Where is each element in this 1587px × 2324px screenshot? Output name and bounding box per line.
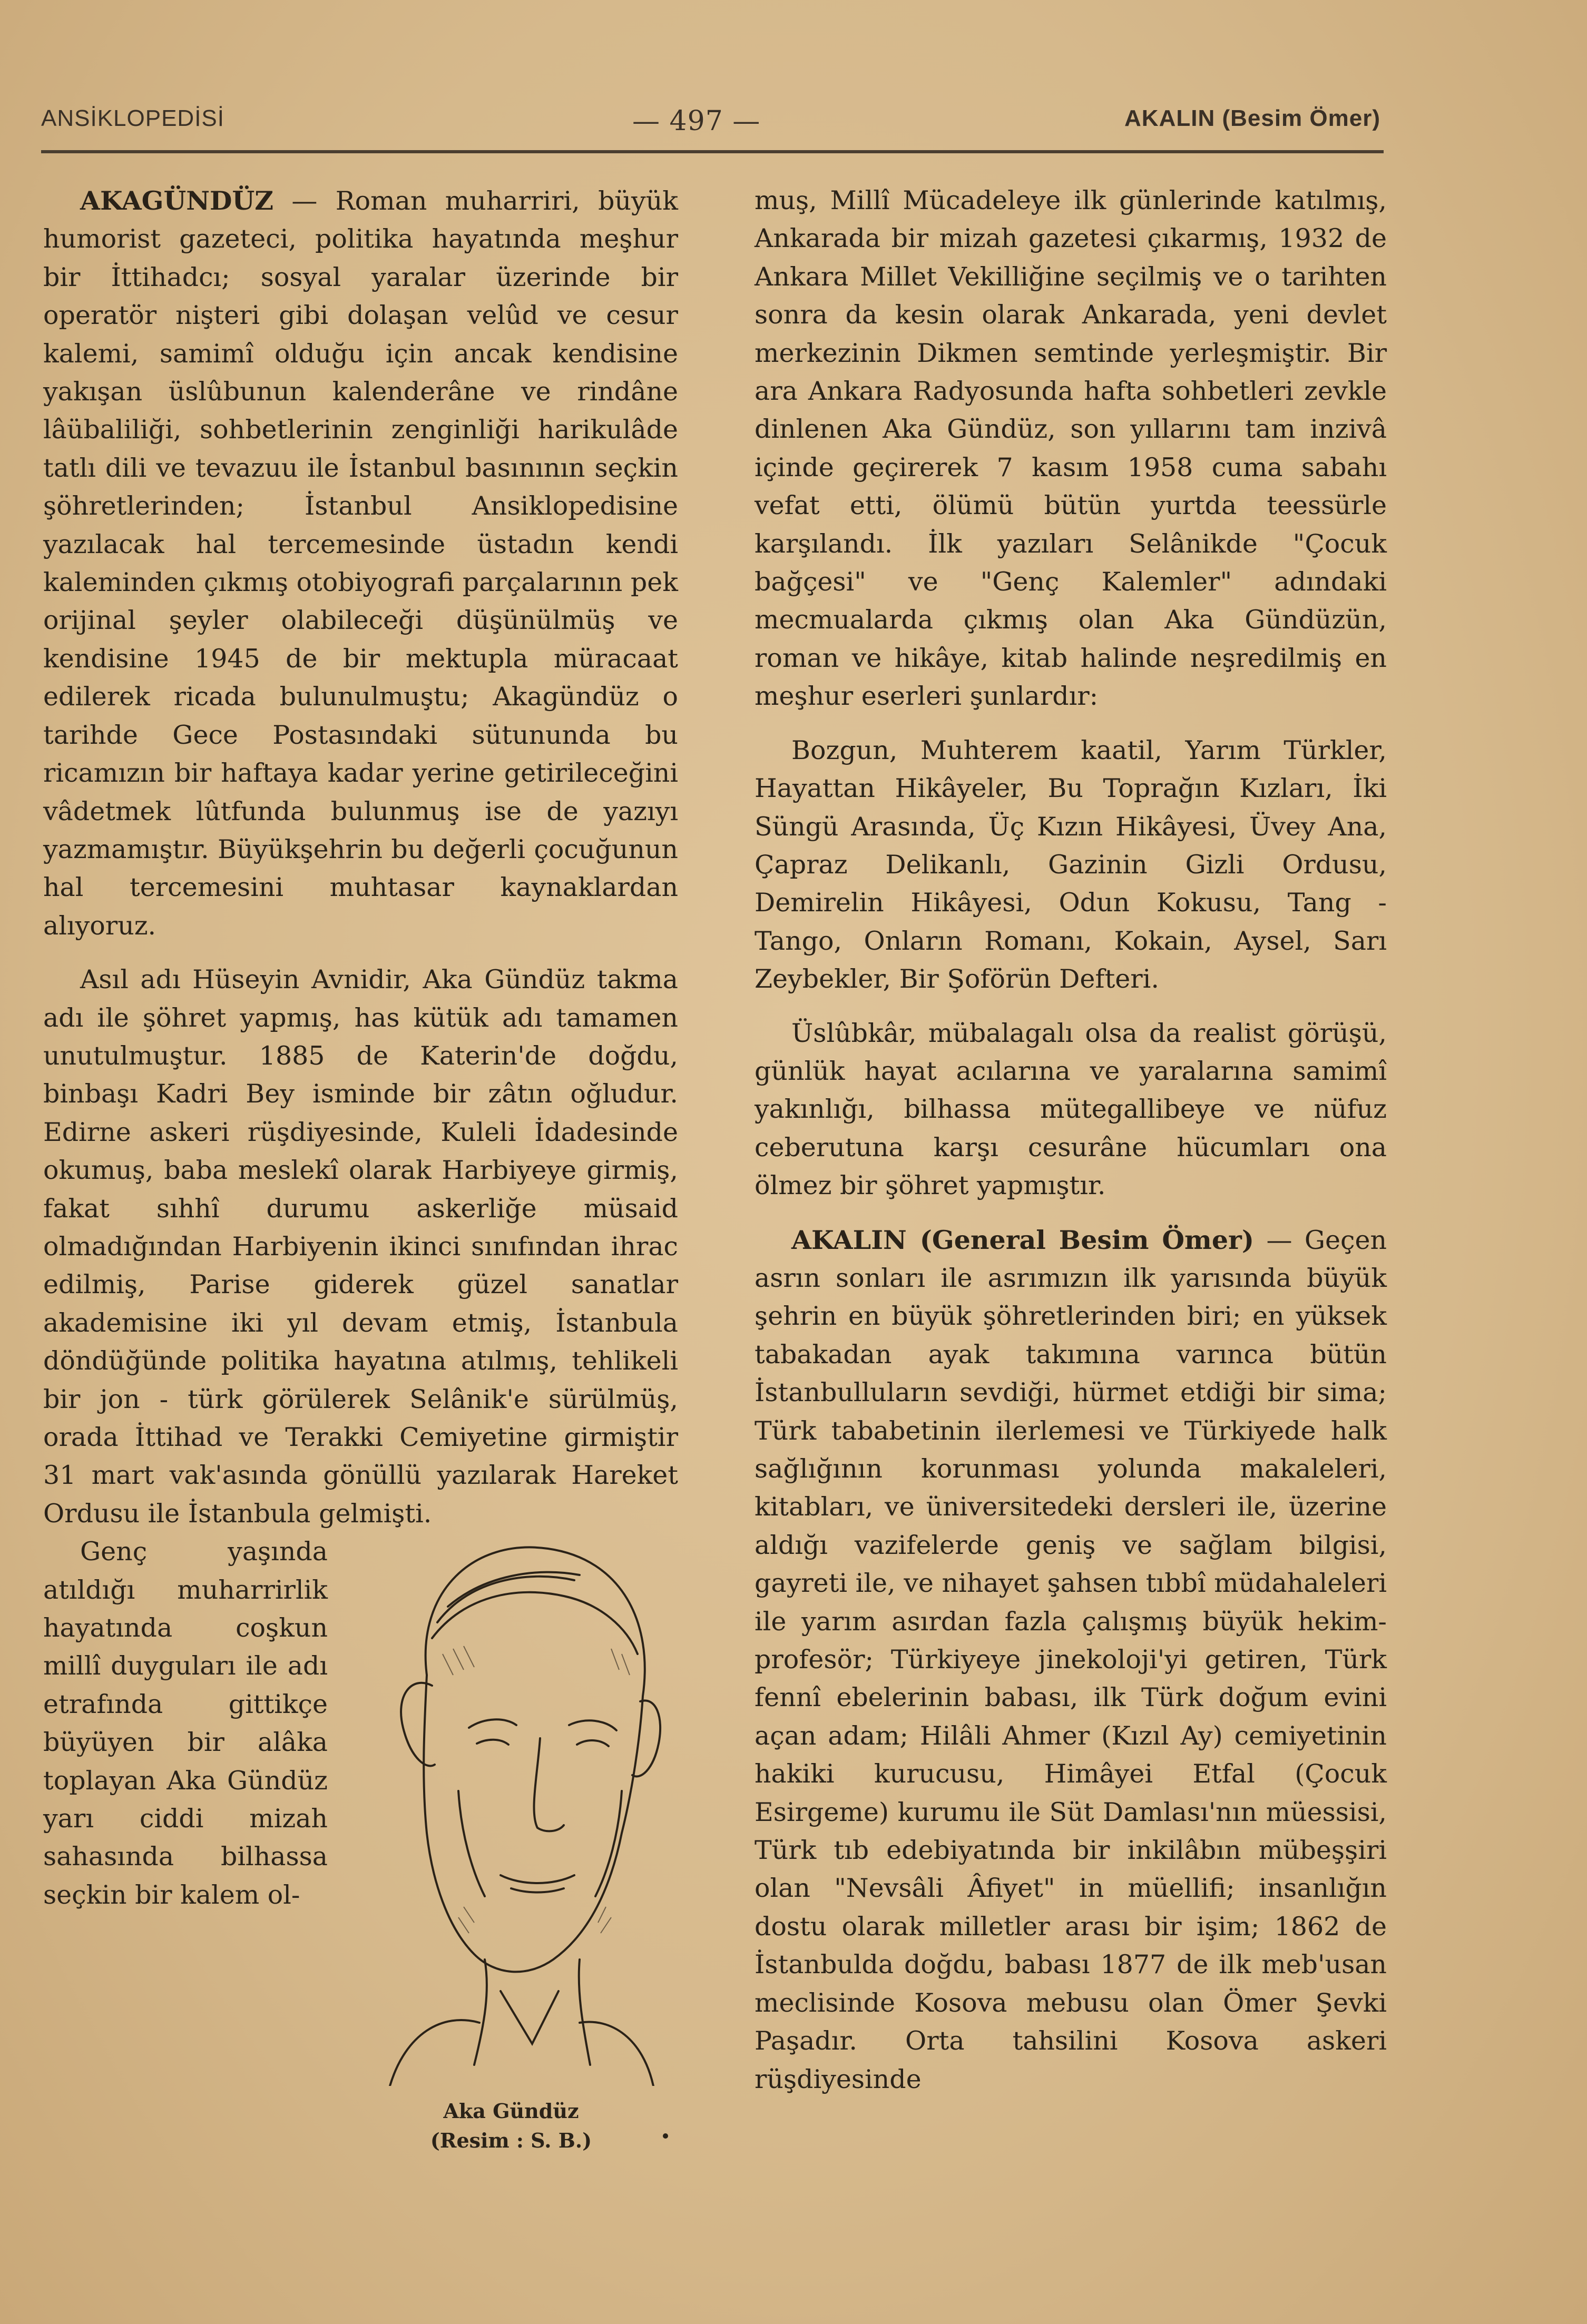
header-running-title: AKALIN (Besim Ömer) xyxy=(1124,105,1380,131)
header-rule xyxy=(41,150,1384,153)
paragraph: Üslûbkâr, mübalagalı olsa da realist görüşü, günlük hayat acılarına ve yaralarına samimî yakınlığı, bilhassa mütegallibeye ve nüfuz ceberutuna karşı cesurâne hücumları ona ölmez bir şöhret yapmıştır. xyxy=(755,1018,1387,1201)
portrait-caption xyxy=(406,2096,616,2155)
paragraph-continued: muş, Millî Mücadeleye ilk günlerinde katılmış, Ankarada bir mizah gazetesi çıkarmış, 1932 de Ankara Millet Vekilliğine seçilmiş ve o tarihten sonra da kesin olarak Ankarada, yeni devlet merkezinin Dikmen semtinde yerleşmiştir. Bir ara Ankara Radyosunda hafta sohbetleri zevkle dinlenen Aka Gündüz, son yıllarını tam inzivâ içinde geçirerek 7 kasım 1958 cuma sabahı vefat etti, ölümü bütün yurtda teessürle karşılandı. İlk yazıları Selânikde "Çocuk bağçesi" ve "Genç Kalemler" adındaki mecmualarda çıkmış olan Aka Gündüzün, roman ve hikâye, kitab halinde neşredilmiş en meşhur eserleri şunlardır: xyxy=(755,185,1387,712)
header-series-title: ANSİKLOPEDİSİ xyxy=(41,105,225,131)
right-column xyxy=(755,182,1387,2099)
paragraph: Asıl adı Hüseyin Avnidir, Aka Gündüz takma adı ile şöhret yapmış, has kütük adı tamamen unutulmuştur. 1885 de Katerin'de doğdu, binbaşı Kadri Bey isminde bir zâtın oğludur. Edirne askeri rüşdiyesinde, Kuleli İdadesinde okumuş, baba meslekî olarak Harbiyeye girmiş, fakat sıhhî durumu askerliğe müsaid olmadığından Harbiyenin ikinci sınıfından ihrac edilmiş, Parise giderek güzel sanatlar akademisine iki yıl devam etmiş, İstanbula döndüğünde politika hayatına atılmış, tehlikeli bir jon - türk görülerek Selânik'e sürülmüş, orada İttihad ve Terakki Cemiyetine girmiştir 31 mart vak'asında gönüllü yazılarak Hareket Ordusu ile İstanbula gelmişti. xyxy=(43,964,678,1529)
entry-title: AKAGÜNDÜZ xyxy=(80,185,273,216)
entry-text: — Geçen asrın sonları ile asrımızın ilk yarısında büyük şehrin en büyük şöhretlerinden biri; en yüksek tabakadan ayak takımına varınca bütün İstanbulluların sevdiği, hürmet etdiği bir sima; Türk tababetinin ilerlemesi ve Türkiyede halk sağlığının korunması yolunda makaleleri, kitabları, ve üniversitedeki dersleri ile, üzerine aldığı vazifelerde geniş ve sağlam bilgisi, gayreti ile, ve nihayet şahsen tıbbî müdahaleleri ile yarım asırdan fazla çalışmış büyük hekim-profesör; Türkiyeye jinekoloji'yi getiren, Türk fennî ebelerinin babası, ilk Türk doğum evini açan adam; Hilâli Ahmer (Kızıl Ay) cemiyetinin hakiki kurucusu, Himâyei Etfal (Çocuk Esirgeme) kurumu ile Süt Damlası'nın müessisi, Türk tıb edebiyatında bir inkilâbın mübeşşiri olan "Nevsâli Âfiyet" in müellifi; insanlığın dostu olarak milletler arası bir işim; 1862 de İstanbulda doğdu, babası 1877 de ilk meb'usan meclisinde Kosova mebusu olan Ömer Şevki Paşadır. Orta tahsilini Kosova askeri rüşdiyesinde xyxy=(755,1225,1387,2094)
entry-title: AKALIN (General Besim Ömer) xyxy=(791,1224,1255,1255)
paragraph-wrapped: Genç yaşında atıldığı muharrirlik hayatında coşkun millî duyguları ile adı etrafında gittikçe büyüyen bir alâka toplayan Aka Gündüz yarı ciddi mizah sahasında bilhassa seçkin bir kalem ol- xyxy=(43,1537,328,1910)
page-number: — 497 — xyxy=(632,105,761,137)
entry-akagunduz xyxy=(43,182,678,945)
book-list: Bozgun, Muhterem kaatil, Yarım Türkler, Hayattan Hikâyeler, Bu Toprağın Kızları, İki Süngü Arasında, Üç Kızın Hikâyesi, Üvey Ana, Çapraz Delikanlı, Gazinin Gizli Ordusu, Demirelin Hikâyesi, Odun Kokusu, Tang - Tango, Onların Romanı, Kokain, Aysel, Sarı Zeybekler, Bir Şoförün Defteri. xyxy=(755,735,1387,994)
caption-credit: (Resim : S. B.) xyxy=(430,2129,592,2152)
decorative-dot xyxy=(663,2133,668,2139)
caption-name: Aka Gündüz xyxy=(443,2099,579,2123)
portrait-illustration xyxy=(327,1517,674,2086)
entry-text: — Roman muharriri, büyük humorist gazeteci, politika hayatında meşhur bir İttihadcı; sosyal yaralar üzerinde bir operatör nişteri gibi dolaşan velûd ve cesur kalemi, samimî olduğu için ancak kendisine yakışan üslûbunun kalenderâne ve rindâne lâübaliliği, sohbetlerinin zenginliği harikulâde tatlı dili ve tevazuu ile İstanbul basınının seçkin şöhretlerinden; İstanbul Ansiklopedisine yazılacak hal tercemesinde üstadın kendi kaleminden çıkmış otobiyografi parçalarının pek orijinal şeyler olabileceği düşünülmüş ve kendisine 1945 de bir mektupla müracaat edilerek ricada bulunulmuştu; Akagündüz o tarihde Gece Postasındaki sütununda bu ricamızın bir haftaya kadar yerine getirileceğini vâdetmek lûtfunda bulunmuş ise de yazıyı yazmamıştır. Büyükşehrin bu değerli çocuğunun hal tercemesini muhtasar kaynaklardan alıyoruz. xyxy=(43,186,678,941)
entry-akalin xyxy=(755,1221,1387,2099)
